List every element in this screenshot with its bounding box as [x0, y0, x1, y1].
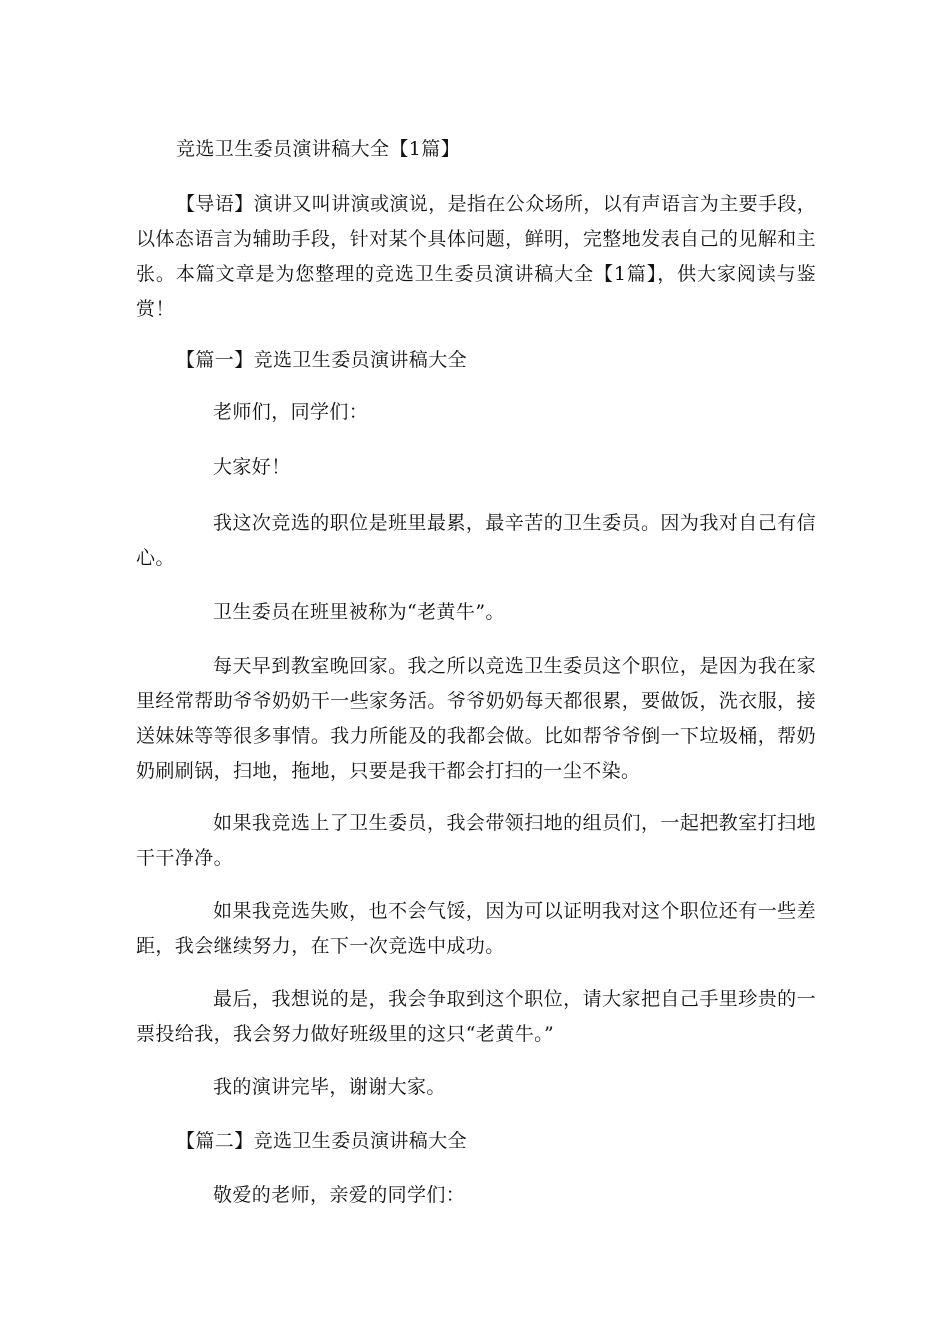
p8-line-2: 票投给我，我会努力做好班级里的这只“老黄牛。” — [136, 1023, 555, 1045]
hello-line: 大家好！ — [213, 456, 291, 478]
p3-line-1: 我这次竞选的职位是班里最累，最辛苦的卫生委员。因为我对自己有信 — [213, 512, 816, 534]
intro-line-3: 张。本篇文章是为您整理的竞选卫生委员演讲稿大全【1篇】，供大家阅读与鉴 — [136, 263, 816, 285]
greeting-line: 老师们，同学们： — [213, 401, 369, 423]
p3-line-2: 心。 — [136, 547, 175, 569]
p5-line-4: 奶刷刷锅，扫地，拖地，只要是我干都会打扫的一尘不染。 — [136, 760, 641, 782]
intro-line-2: 以体态语言为辅助手段，针对某个具体问题，鲜明，完整地发表自己的见解和主 — [136, 228, 816, 250]
document-title: 竞选卫生委员演讲稿大全【1篇】 — [176, 138, 461, 160]
p6-line-1: 如果我竞选上了卫生委员，我会带领扫地的组员们，一起把教室打扫地 — [213, 812, 816, 834]
p5-line-3: 送妹妹等等很多事情。我力所能及的我都会做。比如帮爷爷倒一下垃圾桶，帮奶 — [136, 725, 816, 747]
closing-line: 我的演讲完毕，谢谢大家。 — [213, 1076, 446, 1098]
p5-line-2: 里经常帮助爷爷奶奶干一些家务活。爷爷奶奶每天都很累，要做饭，洗衣服，接 — [136, 690, 816, 712]
p5-line-1: 每天早到教室晚回家。我之所以竞选卫生委员这个职位，是因为我在家 — [213, 655, 816, 677]
p7-line-2: 距，我会继续努力，在下一次竞选中成功。 — [136, 935, 505, 957]
section2-greeting-line: 敬爱的老师，亲爱的同学们： — [213, 1184, 466, 1206]
section2-heading: 【篇二】竞选卫生委员演讲稿大全 — [176, 1130, 468, 1152]
section1-heading: 【篇一】竞选卫生委员演讲稿大全 — [176, 349, 468, 371]
p4-line: 卫生委员在班里被称为“老黄牛”。 — [213, 601, 505, 623]
intro-line-1: 【导语】演讲又叫讲演或演说，是指在公众场所，以有声语言为主要手段， — [176, 193, 817, 215]
p8-line-1: 最后，我想说的是，我会争取到这个职位，请大家把自己手里珍贵的一 — [213, 988, 816, 1010]
intro-line-4: 赏！ — [136, 298, 175, 320]
p7-line-1: 如果我竞选失败，也不会气馁，因为可以证明我对这个职位还有一些差 — [213, 900, 816, 922]
p6-line-2: 干干净净。 — [136, 847, 234, 869]
